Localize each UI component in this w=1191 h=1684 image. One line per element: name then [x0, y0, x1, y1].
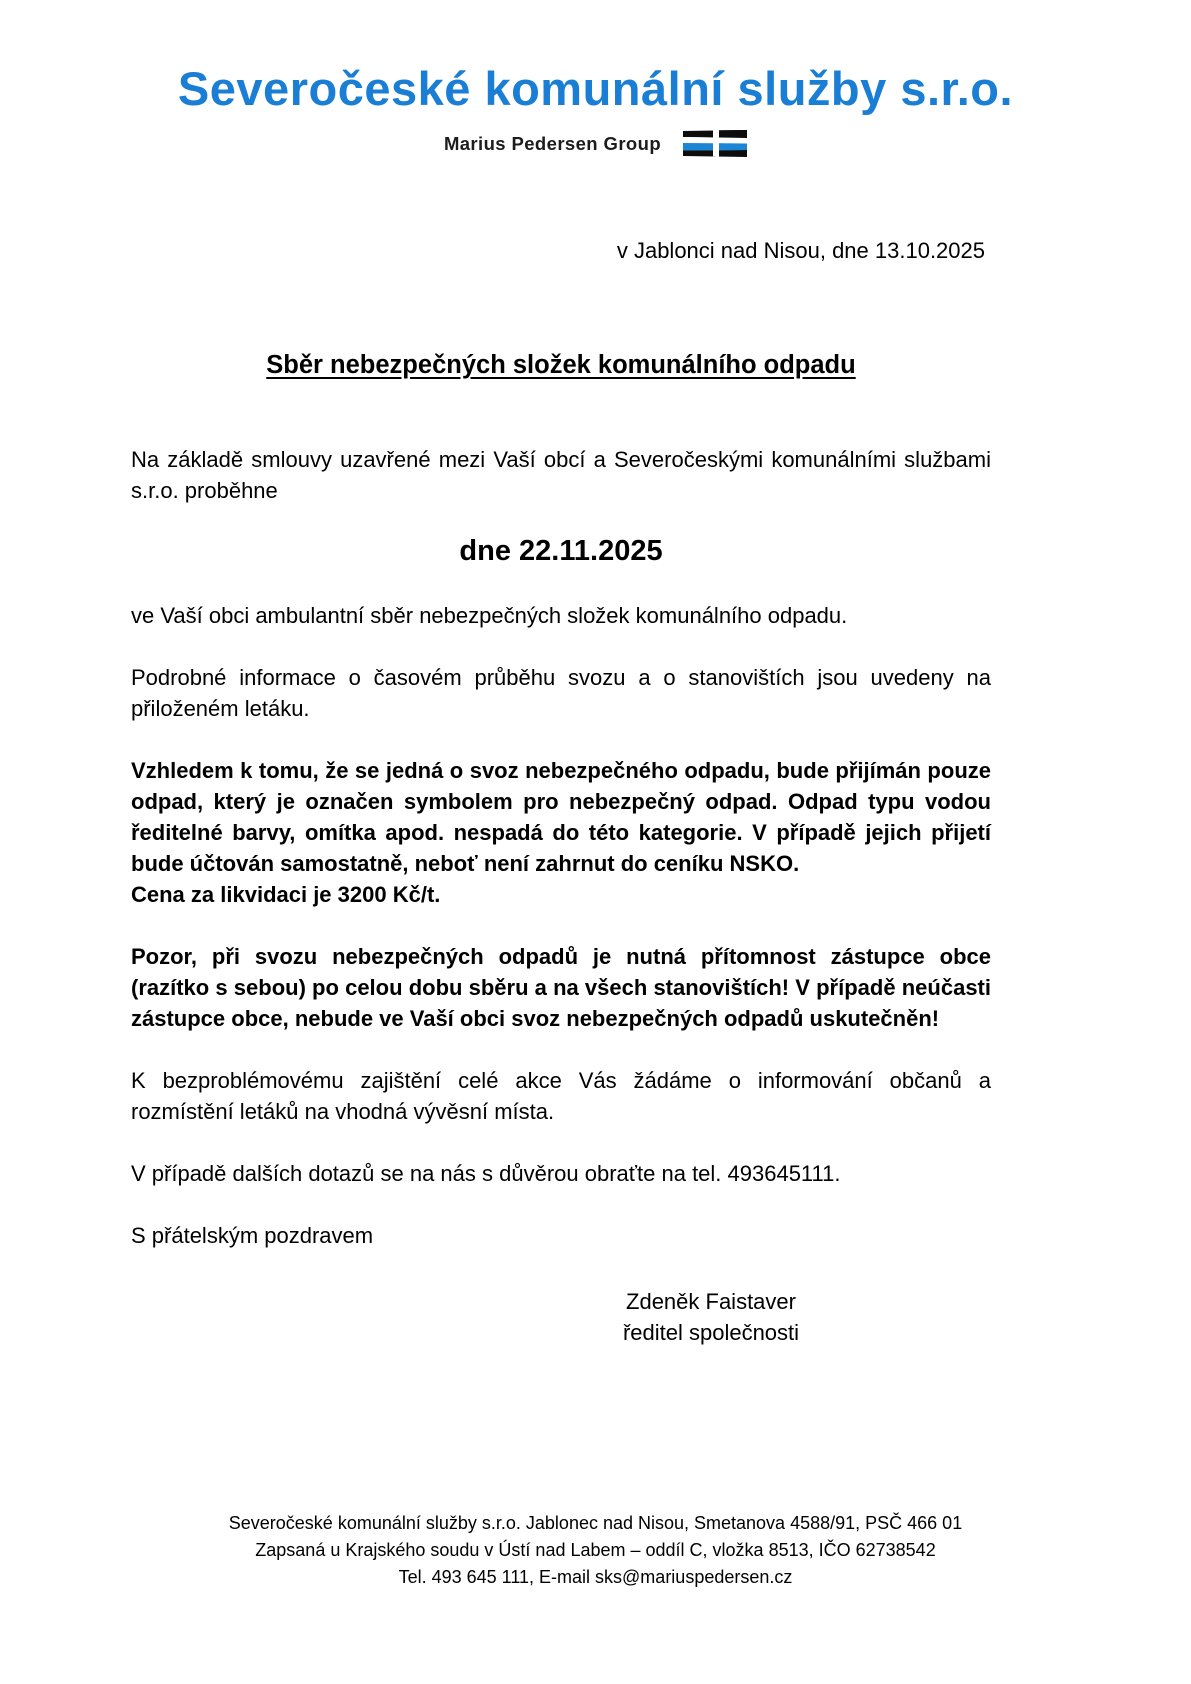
details-paragraph: Podrobné informace o časovém průběhu svozu a o stanovištích jsou uvedeny na přiloženém letáku.	[131, 665, 991, 721]
group-name: Marius Pedersen Group	[443, 132, 662, 154]
price-line: Cena za likvidaci je 3200 Kč/t.	[131, 882, 441, 907]
footer-contact: Tel. 493 645 111, E-mail sks@mariuspedersen.cz	[398, 1567, 793, 1587]
letter-body	[131, 236, 991, 1251]
page-footer	[0, 1510, 1191, 1591]
after-date-paragraph: ve Vaší obci ambulantní sběr nebezpečných složek komunálního odpadu.	[131, 603, 848, 628]
marius-pedersen-flag-icon	[683, 130, 747, 157]
signatory-name: Zdeněk Faistaver	[626, 1289, 796, 1314]
event-date: dne 22.11.2025	[459, 535, 663, 567]
intro-paragraph: Na základě smlouvy uzavřené mezi Vaší obcí a Severočeskými komunálními službami s.r.o. proběhne	[131, 447, 991, 503]
closing-paragraph: S přátelským pozdravem	[131, 1223, 374, 1248]
letterhead	[0, 64, 1191, 157]
warning-paragraph: Vzhledem k tomu, že se jedná o svoz nebezpečného odpadu, bude přijímán pouze odpad, který je označen symbolem pro nebezpečný odpad. Odpad typu vodou ředitelné barvy, omítka apod. nespadá do této kategorie. V případě jejich přijetí bude účtován samostatně, neboť není zahrnut do ceníku NSKO.	[131, 758, 991, 876]
request-paragraph: K bezproblémovému zajištění celé akce Vás žádáme o informování občanů a rozmístění letáků na vhodná vývěsní místa.	[131, 1068, 991, 1124]
signatory-role: ředitel společnosti	[622, 1320, 800, 1345]
signature-block	[131, 1286, 991, 1348]
attention-paragraph: Pozor, při svozu nebezpečných odpadů je nutná přítomnost zástupce obce (razítko s sebou) po celou dobu sběru a na všech stanovištích! V případě neúčasti zástupce obce, nebude ve Vaší obci svoz nebezpečných odpadů uskutečněn!	[131, 944, 991, 1031]
group-branding	[0, 130, 1191, 157]
contact-paragraph: V případě dalších dotazů se na nás s důvěrou obraťte na tel. 493645111.	[131, 1161, 841, 1186]
dateline: v Jablonci nad Nisou, dne 13.10.2025	[616, 238, 985, 263]
page-title: Sběr nebezpečných složek komunálního odpadu	[266, 351, 856, 379]
footer-address: Severočeské komunální služby s.r.o. Jablonec nad Nisou, Smetanova 4588/91, PSČ 466 01	[228, 1513, 963, 1533]
company-wordmark: Severočeské komunální služby s.r.o.	[177, 62, 1014, 115]
footer-registration: Zapsaná u Krajského soudu v Ústí nad Labem – oddíl C, vložka 8513, IČO 62738542	[255, 1540, 936, 1560]
